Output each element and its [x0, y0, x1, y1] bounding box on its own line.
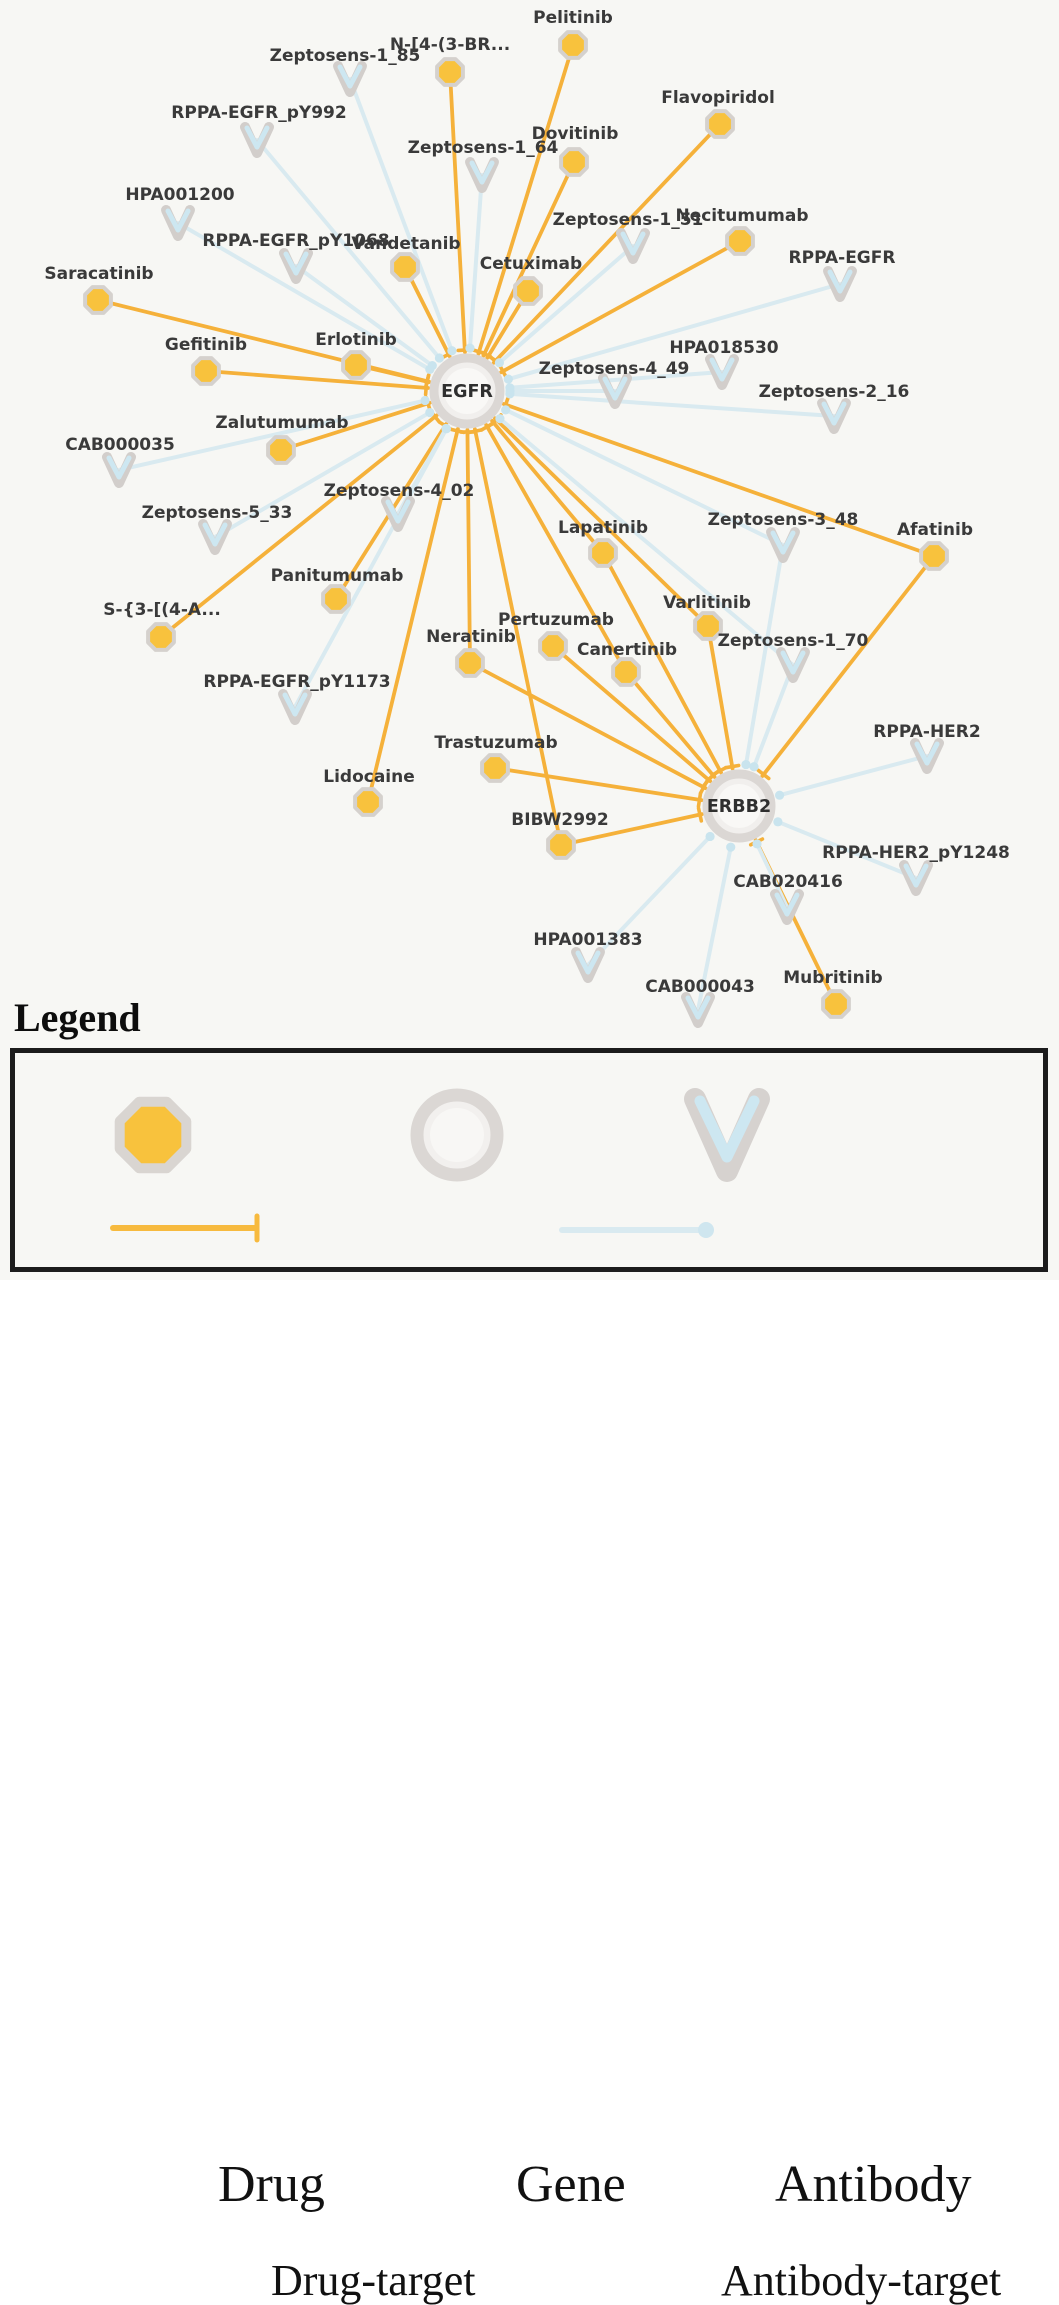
- node-label-Flavopiridol: Flavopiridol: [661, 88, 775, 108]
- drug-node-Mubritinib: [823, 991, 849, 1017]
- legend-drug-target-label: Drug-target: [271, 2259, 475, 2303]
- node-label-Gefitinib: Gefitinib: [165, 335, 247, 355]
- gene-label-ERBB2: ERBB2: [707, 797, 771, 817]
- legend-drug-label: Drug: [218, 2159, 325, 2211]
- node-label-Panitumumab: Panitumumab: [271, 566, 404, 586]
- legend-drug-target-icon: [109, 1213, 274, 1243]
- legend-antibody-icon: [681, 1083, 773, 1187]
- node-label-Necitumumab: Necitumumab: [675, 206, 808, 226]
- drug-node-Pertuzumab: [540, 633, 566, 659]
- edge-drug-Pelitinib-EGFR: [478, 45, 573, 354]
- antibody-target-dot-marker: [447, 346, 456, 355]
- node-label-Neratinib: Neratinib: [426, 627, 516, 647]
- node-label-Pertuzumab: Pertuzumab: [498, 610, 614, 630]
- node-label-HPA018530: HPA018530: [669, 338, 778, 358]
- node-label-Saracatinib: Saracatinib: [44, 264, 153, 284]
- drug-node-Cetuximab: [515, 278, 541, 304]
- node-label-Lapatinib: Lapatinib: [558, 518, 648, 538]
- node-label-RPPA-EGFR: RPPA-EGFR: [789, 248, 896, 268]
- antibody-target-dot-marker: [442, 424, 451, 433]
- antibody-target-dot-marker: [741, 760, 750, 769]
- node-label-Zeptosens-4_02: Zeptosens-4_02: [324, 481, 475, 501]
- drug-node-Pelitinib: [560, 32, 586, 58]
- node-label-CAB000043: CAB000043: [645, 977, 755, 997]
- gene-node-EGFR: [434, 358, 500, 424]
- node-label-Trastuzumab: Trastuzumab: [434, 733, 557, 753]
- drug-node-N-[4-(3-BR...: [437, 59, 463, 85]
- antibody-target-dot-marker: [705, 832, 714, 841]
- edge-antibody-RPPA-HER2-ERBB2: [780, 756, 927, 795]
- legend-box: [10, 1048, 1048, 1272]
- node-label-Canertinib: Canertinib: [577, 640, 677, 660]
- antibody-target-dot-marker: [495, 358, 504, 367]
- node-label-Varlitinib: Varlitinib: [663, 593, 751, 613]
- legend-gene-icon: [407, 1085, 507, 1185]
- node-label-Pelitinib: Pelitinib: [533, 8, 613, 28]
- antibody-target-dot-marker: [749, 762, 758, 771]
- drug-node-Gefitinib: [193, 358, 219, 384]
- node-label-Zalutumumab: Zalutumumab: [215, 413, 348, 433]
- drug-target-tee-marker: [699, 808, 702, 821]
- labels-layer: [44, 8, 1009, 997]
- node-label-BIBW2992: BIBW2992: [511, 810, 608, 830]
- node-label-Dovitinib: Dovitinib: [532, 124, 619, 144]
- drug-node-Erlotinib: [343, 352, 369, 378]
- node-label-Mubritinib: Mubritinib: [783, 968, 882, 988]
- node-label-Lidocaine: Lidocaine: [323, 767, 415, 787]
- legend-title: Legend: [14, 994, 141, 1041]
- drug-target-tee-marker: [726, 765, 739, 767]
- node-label-Zeptosens-3_48: Zeptosens-3_48: [708, 510, 859, 530]
- antibody-target-dot-marker: [501, 405, 510, 414]
- legend-drug-icon: [103, 1085, 203, 1185]
- antibody-target-dot-marker: [465, 344, 474, 353]
- node-label-Afatinib: Afatinib: [897, 520, 973, 540]
- antibody-target-dot-marker: [726, 843, 735, 852]
- antibody-target-dot-marker: [775, 791, 784, 800]
- node-label-HPA001383: HPA001383: [533, 930, 642, 950]
- antibody-target-dot-marker: [425, 408, 434, 417]
- node-label-Zeptosens-1_70: Zeptosens-1_70: [718, 631, 869, 651]
- node-label-Zeptosens-1_85: Zeptosens-1_85: [270, 46, 421, 66]
- drug-node-Necitumumab: [727, 228, 753, 254]
- gene-node-ERBB2: [707, 774, 771, 838]
- legend-antibody-label: Antibody: [775, 2159, 971, 2211]
- legend-gene-label: Gene: [516, 2159, 626, 2211]
- node-label-Cetuximab: Cetuximab: [480, 254, 582, 274]
- drug-node-Vandetanib: [392, 254, 418, 280]
- node-label-CAB000035: CAB000035: [65, 435, 175, 455]
- antibody-target-dot-marker: [420, 396, 429, 405]
- node-label-HPA001200: HPA001200: [125, 185, 234, 205]
- drug-node-Canertinib: [613, 659, 639, 685]
- edge-drug-N-[4-(3-BR...-EGFR: [450, 72, 465, 352]
- drug-node-Neratinib: [457, 650, 483, 676]
- legend-antibody-target-label: Antibody-target: [721, 2259, 1001, 2303]
- node-label-Zeptosens-1_51: Zeptosens-1_51: [553, 210, 704, 230]
- node-label-Zeptosens-4_49: Zeptosens-4_49: [539, 359, 690, 379]
- antibody-target-dot-marker: [773, 817, 782, 826]
- drug-node-Lidocaine: [355, 789, 381, 815]
- drug-node-Flavopiridol: [707, 111, 733, 137]
- drug-node-Dovitinib: [561, 149, 587, 175]
- drug-target-tee-marker: [426, 375, 429, 388]
- node-label-Zeptosens-2_16: Zeptosens-2_16: [759, 382, 910, 402]
- antibody-target-dot-marker: [752, 839, 761, 848]
- node-label-RPPA-EGFR_pY992: RPPA-EGFR_pY992: [171, 103, 346, 123]
- legend-antibody-target-icon: [558, 1215, 723, 1245]
- edge-drug-Trastuzumab-ERBB2: [495, 768, 701, 800]
- antibody-target-dot-marker: [495, 414, 504, 423]
- edge-drug-Canertinib-ERBB2: [626, 672, 715, 777]
- drug-node-BIBW2992: [548, 832, 574, 858]
- drug-node-Afatinib: [921, 543, 947, 569]
- antibody-target-dot-marker: [435, 353, 444, 362]
- gene-label-EGFR: EGFR: [441, 382, 493, 402]
- drug-node-Saracatinib: [85, 287, 111, 313]
- node-label-Zeptosens-1_64: Zeptosens-1_64: [408, 138, 559, 158]
- drug-node-Panitumumab: [323, 586, 349, 612]
- drug-node-Lapatinib: [590, 540, 616, 566]
- node-label-RPPA-EGFR_pY1068: RPPA-EGFR_pY1068: [202, 231, 389, 251]
- node-label-RPPA-HER2_pY1248: RPPA-HER2_pY1248: [822, 843, 1010, 863]
- drug-target-tee-marker: [698, 793, 700, 806]
- antibody-target-dot-marker: [504, 375, 513, 384]
- node-label-CAB020416: CAB020416: [733, 872, 843, 892]
- drug-node-Zalutumumab: [268, 437, 294, 463]
- node-label-RPPA-HER2: RPPA-HER2: [873, 722, 980, 742]
- antibody-target-dot-marker: [428, 361, 437, 370]
- node-label-Vandetanib: Vandetanib: [351, 234, 460, 254]
- node-label-N-[4-(3-BR...: N-[4-(3-BR...: [390, 35, 510, 55]
- antibody-target-dot-marker: [505, 389, 514, 398]
- node-label-Erlotinib: Erlotinib: [315, 330, 397, 350]
- drug-node-S-{3-[(4-A...: [148, 624, 174, 650]
- drug-node-Trastuzumab: [482, 755, 508, 781]
- node-label-S-{3-[(4-A...: S-{3-[(4-A...: [103, 600, 221, 620]
- node-label-RPPA-EGFR_pY1173: RPPA-EGFR_pY1173: [203, 672, 390, 692]
- node-label-Zeptosens-5_33: Zeptosens-5_33: [142, 503, 293, 523]
